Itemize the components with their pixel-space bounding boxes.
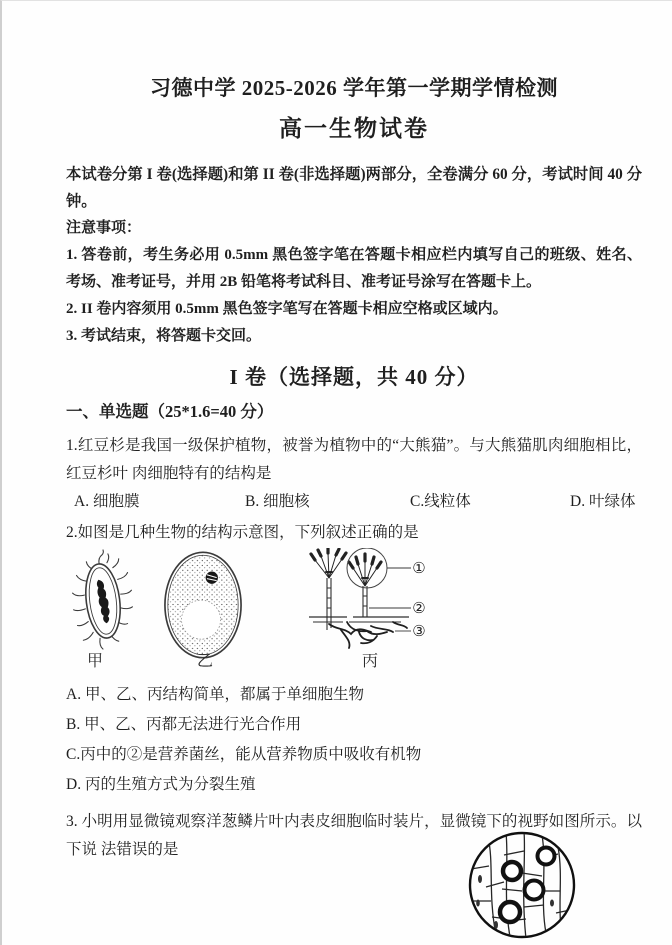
exam-summary: 本试卷分第 I 卷(选择题)和第 II 卷(非选择题)两部分，全卷满分 60 分，考试时间 40 分钟。 <box>66 166 642 210</box>
figure-bing-mold <box>307 548 432 652</box>
notice-item-1: 1. 答卷前，考生务必用 0.5mm 黑色签字笔在答题卡相应栏内填写自己的班级、姓名、考场、准考证号，并用 2B 铅笔将考试科目、准考证号涂写在答题卡上。 <box>66 247 642 290</box>
question-1-options <box>66 488 642 516</box>
part-1-title: 一、单选题（25*1.6=40 分） <box>66 402 274 421</box>
q2-option-a: A. 甲、乙、丙结构简单，都属于单细胞生物 <box>66 686 364 703</box>
section-1-title: I 卷（选择题，共 40 分） <box>229 365 479 389</box>
q2-option-b: B. 甲、乙、丙都无法进行光合作用 <box>66 716 302 733</box>
figure-label-yi: 乙 <box>197 653 214 670</box>
exam-instructions <box>66 161 642 350</box>
notice-item-2: 2. II 卷内容须用 0.5mm 黑色签字笔写在答题卡相应空格或区域内。 <box>66 301 508 317</box>
question-3-stem: 3. 小明用显微镜观察洋葱鳞片叶内表皮细胞临时装片，显微镜下的视野如图所示。以下说 法错误的是 <box>66 813 642 858</box>
callout-label-1: ① <box>412 561 426 577</box>
question-3 <box>66 808 642 945</box>
q1-option-c: C.线粒体 <box>410 493 471 510</box>
q1-option-d: D. 叶绿体 <box>570 493 636 510</box>
exam-subtitle: 高一生物试卷 <box>279 116 429 141</box>
q2-option-d: D. 丙的生殖方式为分裂生殖 <box>66 776 256 793</box>
figure-label-bing: 丙 <box>362 653 379 670</box>
callout-label-2: ② <box>412 601 426 617</box>
question-2-options <box>66 680 642 800</box>
q1-option-b: B. 细胞核 <box>245 493 310 510</box>
q1-option-a: A. 细胞膜 <box>74 493 140 510</box>
figure-yi-cell <box>162 549 244 661</box>
notice-item-3: 3. 考试结束，将答题卡交回。 <box>66 328 262 344</box>
exam-title: 习德中学 2025-2026 学年第一学期学情检测 <box>150 76 558 100</box>
notice-title: 注意事项： <box>66 220 142 236</box>
question-1-stem: 1.红豆杉是我国一级保护植物，被誉为植物中的“大熊猫”。与大熊猫肌肉细胞相比，红豆杉叶 肉细胞特有的结构是 <box>66 437 642 482</box>
figure-jia-bacterium <box>72 548 134 652</box>
figure-label-jia: 甲 <box>87 653 104 670</box>
q2-option-c: C.丙中的②是营养菌丝，能从营养物质中吸收有机物 <box>66 746 422 763</box>
content-column <box>66 1 642 945</box>
callout-label-3: ③ <box>412 624 426 640</box>
question-2-figure <box>66 547 642 677</box>
figure-microscope-view <box>466 829 578 941</box>
question-2-stem: 2.如图是几种生物的结构示意图，下列叙述正确的是 <box>66 524 419 541</box>
